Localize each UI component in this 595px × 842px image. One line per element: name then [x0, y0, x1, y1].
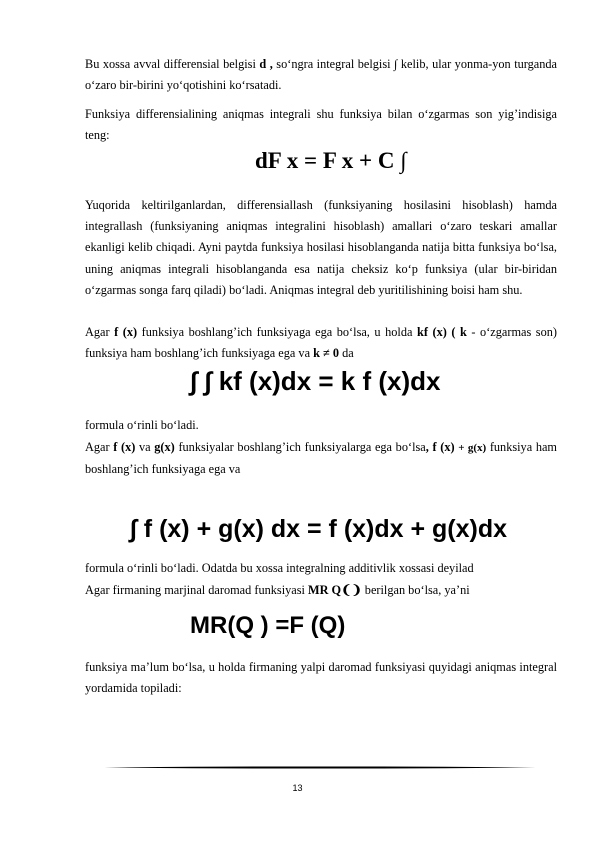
text: funksiyalar boshlang’ich funksiyalarga ega bo‘lsa	[174, 440, 426, 454]
text: so‘ngra integral belgisi	[272, 57, 395, 71]
integral-symbol: ∫	[394, 57, 398, 71]
bold-text: k ≠ 0	[313, 346, 340, 361]
footer-divider	[104, 766, 536, 769]
text: funksiya boshlang’ich funksiyaga ega bo‘lsa, u holda	[137, 325, 417, 339]
paragraph-3: Yuqorida keltirilganlardan, differensiallash (funksiyaning hosilasini hisoblash) hamda integrallash (funksiyaning aniqmas integralini hisoblash) amallari o‘zaro teskari amallar ekanligi kelib chiqadi. Ayni paytda funksiya hosilasi hisoblanganda natija bitta funksiya bo‘lsa, uning aniqmas integrali hisoblanganda esa natija cheksiz ko‘p funksiya (ular bir-biridan o‘zgarmas songa farq qiladi) bo‘ladi. Aniqmas integral deb yuritilishining boisi ham shu.	[85, 198, 557, 297]
text: berilgan bo‘lsa, ya’ni	[361, 583, 470, 597]
text: kelib, ular yonma-yon turganda o‘zaro bir-birini yo‘qotishini ko‘rsatadi.	[85, 57, 557, 93]
formula-1: dF x = F x + C ∫	[255, 148, 407, 173]
text: Agar	[85, 325, 115, 339]
formula-4: MR(Q ) =F (Q)	[190, 612, 346, 639]
bold-text: , f (x)	[425, 440, 459, 454]
bold-text: + g(x)	[458, 442, 487, 454]
formula-3: ∫ f (x) + g(x) dx = f (x)dx + g(x)dx	[130, 515, 508, 543]
bold-text: g(x)	[154, 440, 175, 454]
paragraph-6	[85, 437, 557, 480]
bold-text: f (x)	[114, 325, 138, 339]
page-number: 13	[292, 783, 303, 793]
bold-text: MR Q❨❩	[308, 583, 362, 597]
paragraph-2: Funksiya differensialining aniqmas integrali shu funksiya bilan o‘zgarmas son yig’indisiga teng:	[85, 107, 557, 143]
bold-text: d ,	[259, 57, 273, 71]
bold-text: f (x)	[113, 440, 136, 454]
paragraph-8	[85, 580, 557, 601]
paragraph-1	[85, 54, 557, 96]
bold-text: kf (x) ( k	[417, 325, 467, 339]
paragraph-9: funksiya ma’lum bo‘lsa, u holda firmaning yalpi daromad funksiyasi quyidagi aniqmas integral yordamida topiladi:	[85, 660, 557, 696]
formula-2: ∫ ∫ kf (x)dx = k f (x)dx	[190, 366, 441, 396]
paragraph-4	[85, 322, 557, 364]
text: Agar firmaning marjinal daromad funksiyasi	[85, 583, 308, 597]
text: Bu xossa avval differensial belgisi	[85, 57, 260, 71]
text: - o‘zgarmas son) funksiya ham boshlang’ich funksiyaga ega va	[85, 325, 557, 361]
paragraph-5: formula o‘rinli bo‘ladi.	[85, 418, 199, 432]
paragraph-7: formula o‘rinli bo‘ladi. Odatda bu xossa integralning additivlik xossasi deyilad	[85, 561, 474, 575]
text: Agar	[85, 440, 114, 454]
text: da	[339, 346, 354, 361]
text: va	[135, 440, 155, 454]
text: funksiya ham boshlang’ich funksiyaga ega va	[85, 440, 557, 477]
